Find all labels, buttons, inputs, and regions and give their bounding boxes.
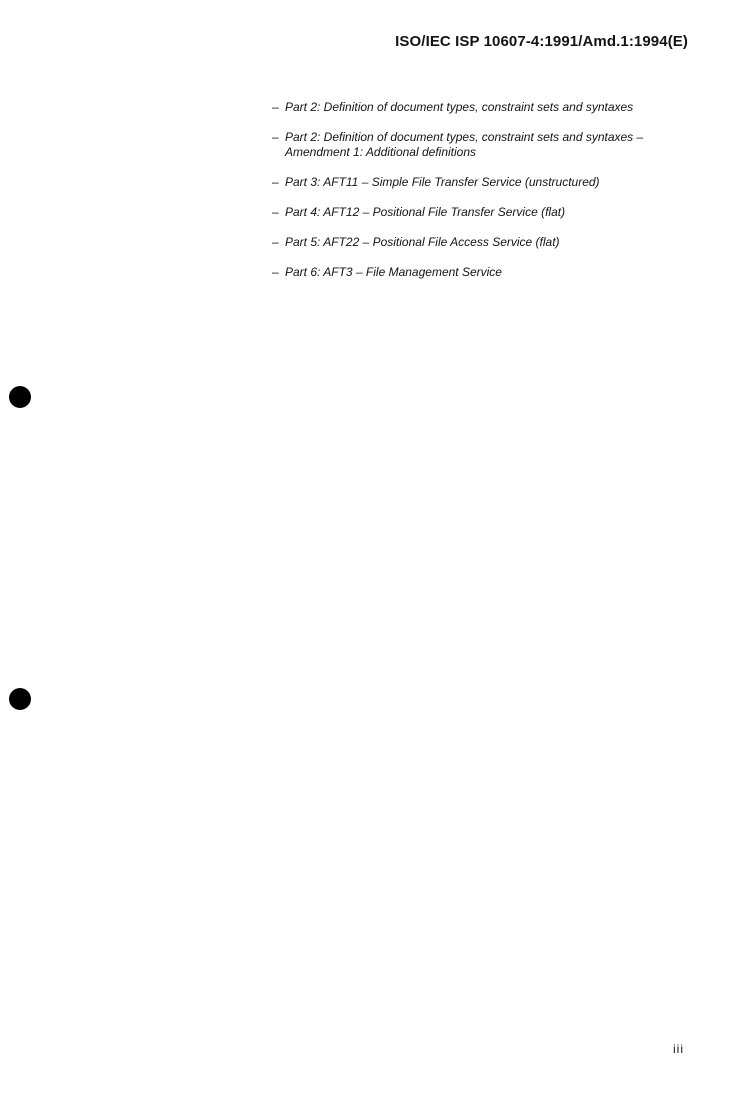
document-header: ISO/IEC ISP 10607-4:1991/Amd.1:1994(E) [395, 33, 688, 50]
list-item-text: Part 3: AFT11 – Simple File Transfer Service (unstructured) [285, 175, 600, 189]
list-item [272, 130, 688, 160]
parts-list [272, 100, 688, 295]
list-item-continuation: Amendment 1: Additional definitions [285, 145, 477, 159]
list-item [272, 205, 688, 220]
list-dash: – [272, 235, 279, 249]
list-dash: – [272, 100, 279, 114]
list-item-text: Part 2: Definition of document types, constraint sets and syntaxes [285, 130, 634, 144]
list-item-text: Part 5: AFT22 – Positional File Access Service (flat) [285, 235, 560, 249]
punch-hole-bottom [9, 688, 31, 710]
list-item-trailing-dash: – [633, 130, 644, 144]
list-dash: – [272, 205, 279, 219]
list-item-text: Part 4: AFT12 – Positional File Transfer Service (flat) [285, 205, 566, 219]
page-number: iii [673, 1042, 684, 1056]
list-item [272, 100, 688, 115]
list-item [272, 265, 688, 280]
list-item-text: Part 6: AFT3 – File Management Service [285, 265, 502, 279]
list-item [272, 235, 688, 250]
list-dash: – [272, 130, 279, 144]
list-dash: – [272, 265, 279, 279]
list-dash: – [272, 175, 279, 189]
list-item [272, 175, 688, 190]
punch-hole-top [9, 386, 31, 408]
list-item-text: Part 2: Definition of document types, constraint sets and syntaxes [285, 100, 634, 114]
